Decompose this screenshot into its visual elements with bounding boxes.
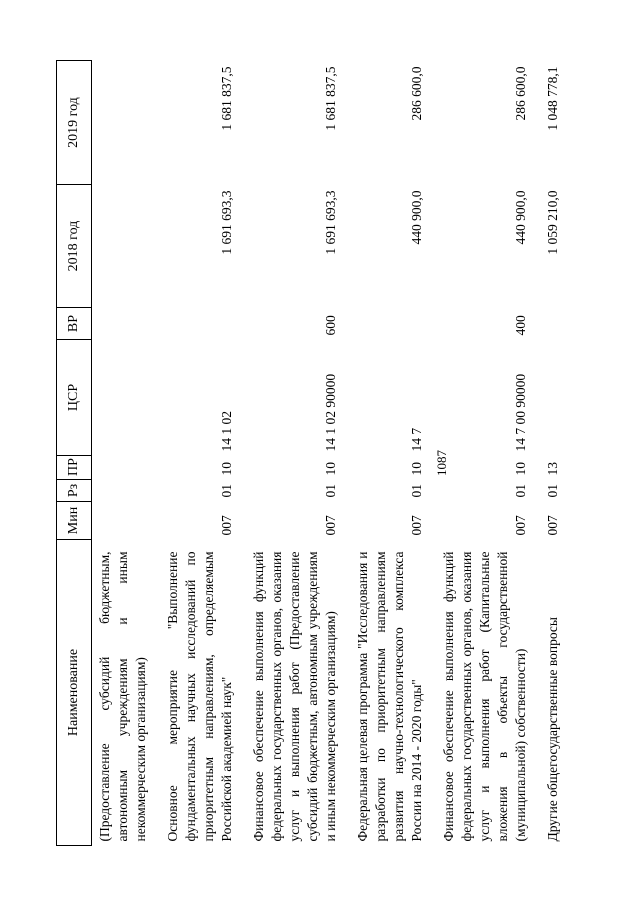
row-name: Финансовое обеспечение выполнения функций федеральных государственных органов, оказания услуг и выполнения работ (Предоставление субсидий бюджетным, автономным учреждениям и иным некоммерческим организациям)	[251, 551, 338, 842]
row-min: 007	[323, 515, 338, 536]
row-min: 007	[513, 515, 528, 536]
table-header-row	[57, 61, 92, 846]
header-rz: Рз	[57, 480, 92, 502]
row-rz: 01	[545, 484, 560, 498]
row-2019	[92, 61, 155, 185]
row-rz: 01	[409, 484, 424, 498]
table-row	[430, 61, 534, 846]
row-csr	[92, 340, 155, 456]
table-row	[92, 61, 155, 846]
row-2018	[92, 185, 155, 308]
table-row	[154, 61, 240, 846]
row-rz	[92, 480, 155, 502]
row-2018: 1 059 210,0	[545, 190, 560, 255]
header-name: Наименование	[57, 540, 92, 846]
row-vr	[344, 308, 430, 340]
row-csr: 14 1 02 90000	[323, 373, 338, 452]
table-row	[534, 61, 566, 846]
header-2019: 2019 год	[57, 61, 92, 185]
row-min	[92, 502, 155, 540]
row-min: 007	[545, 515, 560, 536]
row-csr: 14 7 00 90000	[513, 373, 528, 452]
row-2018: 1 691 693,3	[219, 190, 234, 255]
row-vr: 400	[513, 315, 528, 336]
row-2019: 286 600,0	[409, 66, 424, 121]
row-2019: 286 600,0	[513, 66, 528, 121]
row-pr: 10	[409, 462, 424, 476]
row-vr: 600	[323, 315, 338, 336]
row-2019: 1 681 837,5	[219, 66, 234, 131]
row-vr	[154, 308, 240, 340]
row-pr	[92, 456, 155, 480]
header-2018: 2018 год	[57, 185, 92, 308]
header-csr: ЦСР	[57, 340, 92, 456]
row-2019: 1 681 837,5	[323, 66, 338, 131]
row-name: Федеральная целевая программа "Исследования и разработки по приоритетным направлениям развития научно-технологического комплекса России на 2014 - 2020 годы"	[355, 551, 424, 842]
row-min: 007	[219, 515, 234, 536]
row-name: Финансовое обеспечение выполнения функций федеральных государственных органов, оказания услуг и выполнения работ (Капитальные вложения в объекты государственной (муниципальной) собственности)	[441, 551, 528, 842]
header-min: Мин	[57, 502, 92, 540]
row-name: Другие общегосударственные вопросы	[545, 617, 560, 842]
budget-table	[56, 60, 566, 846]
page-number: 1087	[434, 450, 449, 476]
row-pr: 10	[323, 462, 338, 476]
row-2018: 440 900,0	[513, 190, 528, 245]
row-csr: 14 1 02	[219, 411, 234, 452]
row-rz: 01	[513, 484, 528, 498]
row-rz: 01	[219, 484, 234, 498]
row-csr	[534, 340, 566, 456]
row-2019: 1 048 778,1	[545, 66, 560, 131]
row-pr: 10	[219, 462, 234, 476]
header-vr: ВР	[57, 308, 92, 340]
row-min: 007	[409, 515, 424, 536]
row-rz: 01	[323, 484, 338, 498]
table-row	[240, 61, 344, 846]
row-2018: 440 900,0	[409, 190, 424, 245]
row-csr: 14 7	[409, 427, 424, 452]
row-vr	[92, 308, 155, 340]
row-name: Основное мероприятие "Выполнение фундаментальных научных исследований по приоритетным направлениям, определяемым Российской академией наук"	[165, 551, 234, 842]
header-pr: ПР	[57, 456, 92, 480]
table-row	[344, 61, 430, 846]
row-vr	[534, 308, 566, 340]
row-2018: 1 691 693,3	[323, 190, 338, 255]
row-pr: 10	[513, 462, 528, 476]
row-name: (Предоставление субсидий бюджетным, автономным учреждениям и иным некоммерческим организациям)	[97, 551, 148, 842]
row-pr: 13	[545, 462, 560, 476]
rotated-page-content	[56, 61, 583, 846]
